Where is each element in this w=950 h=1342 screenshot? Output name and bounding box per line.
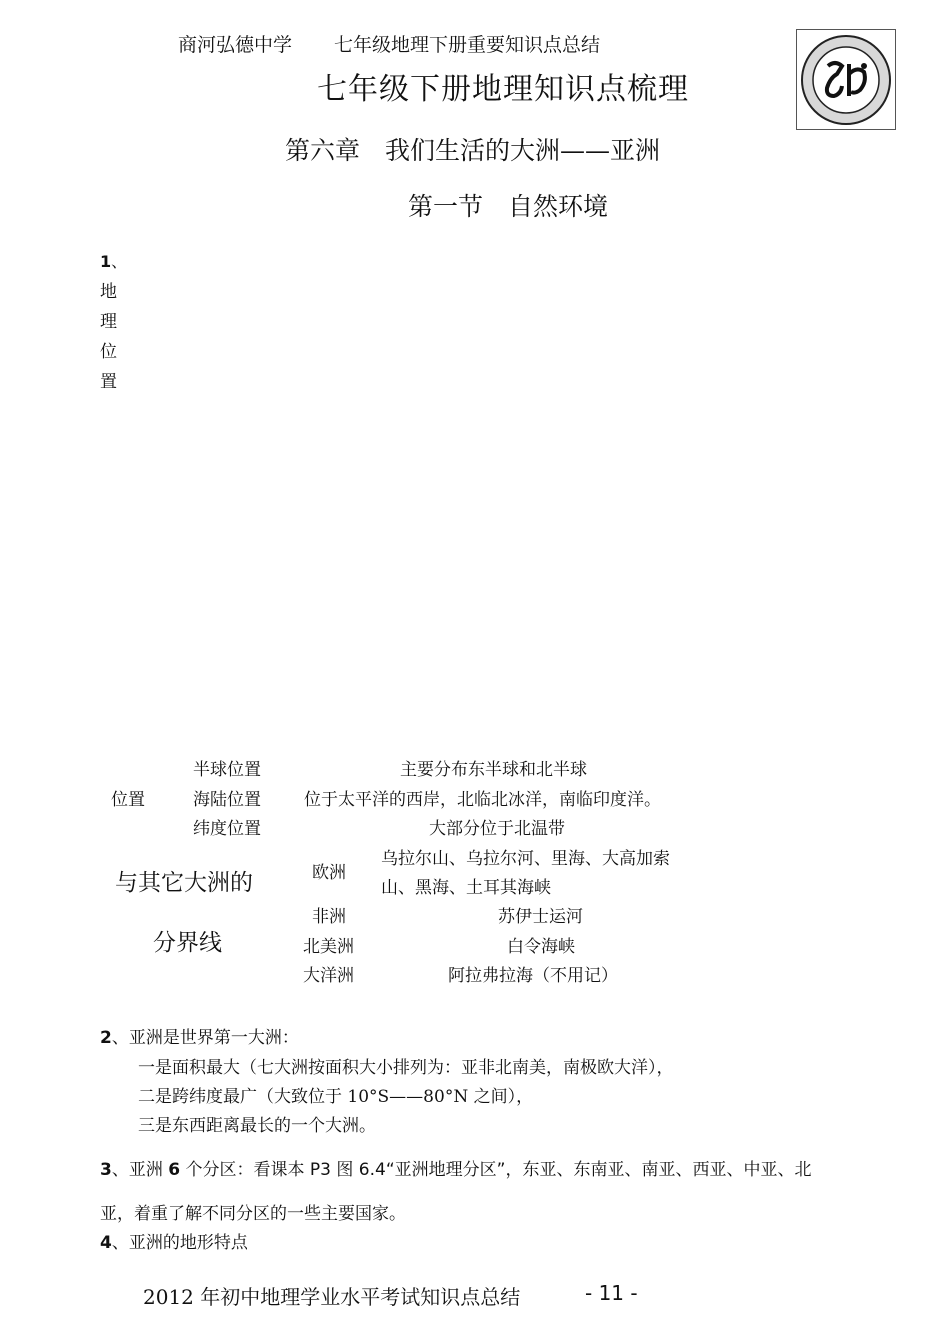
item1-number: 1、 xyxy=(100,252,128,271)
boundary-row-label: 欧洲 xyxy=(312,863,346,883)
boundary-row-label: 大洋洲 xyxy=(303,966,354,986)
position-row-label: 海陆位置 xyxy=(193,790,261,810)
item4-heading: 4、亚洲的地形特点 xyxy=(100,1233,248,1253)
school-emblem-icon xyxy=(797,30,895,129)
boundary-row-value: 山、黑海、土耳其海峡 xyxy=(381,878,551,898)
item2-line: 三是东西距离最长的一个大洲。 xyxy=(138,1116,376,1136)
position-row-label: 纬度位置 xyxy=(193,819,261,839)
boundary-row-value: 乌拉尔山、乌拉尔河、里海、大高加索 xyxy=(381,849,670,869)
boundary-row-value: 阿拉弗拉海（不用记） xyxy=(448,966,618,986)
boundary-group-label: 与其它大洲的 xyxy=(115,870,253,896)
page-number: - 11 - xyxy=(585,1281,638,1305)
header-school: 商河弘德中学 xyxy=(178,34,293,56)
item3-line2: 亚，着重了解不同分区的一些主要国家。 xyxy=(100,1204,406,1224)
boundary-group-label: 分界线 xyxy=(153,930,222,956)
item1-char: 理 xyxy=(100,312,117,332)
page-title: 七年级下册地理知识点梳理 xyxy=(317,72,689,107)
position-row-value: 主要分布东半球和北半球 xyxy=(400,760,587,780)
page-footer: 2012 年初中地理学业水平考试知识点总结 xyxy=(143,1285,521,1309)
item3-line: 3、亚洲 6 个分区：看课本 P3 图 6.4“亚洲地理分区”，东亚、东南亚、南亚、西亚、中亚、北 xyxy=(100,1160,812,1180)
item2-line: 二是跨纬度最广（大致位于 10°S——80°N 之间）， xyxy=(138,1087,534,1107)
position-group-label: 位置 xyxy=(111,790,145,810)
boundary-row-label: 北美洲 xyxy=(303,937,354,957)
header-doc-title: 七年级地理下册重要知识点总结 xyxy=(334,34,601,56)
boundary-row-value: 苏伊士运河 xyxy=(498,907,583,927)
boundary-row-label: 非洲 xyxy=(312,907,346,927)
item1-char: 位 xyxy=(100,342,117,362)
chapter-heading: 第六章 我们生活的大洲——亚洲 xyxy=(285,136,661,165)
position-row-value: 大部分位于北温带 xyxy=(429,819,565,839)
item2-heading: 2、亚洲是世界第一大洲： xyxy=(100,1028,299,1048)
position-row-value: 位于太平洋的西岸，北临北冰洋，南临印度洋。 xyxy=(304,790,661,810)
item1-char: 地 xyxy=(100,282,117,302)
position-row-label: 半球位置 xyxy=(193,760,261,780)
boundary-row-value: 白令海峡 xyxy=(507,937,575,957)
section-heading: 第一节 自然环境 xyxy=(408,192,609,221)
item1-char: 置 xyxy=(100,372,117,392)
page-header xyxy=(178,30,600,57)
school-logo xyxy=(796,29,896,130)
item2-line: 一是面积最大（七大洲按面积大小排列为：亚非北南美，南极欧大洋）， xyxy=(138,1058,674,1078)
